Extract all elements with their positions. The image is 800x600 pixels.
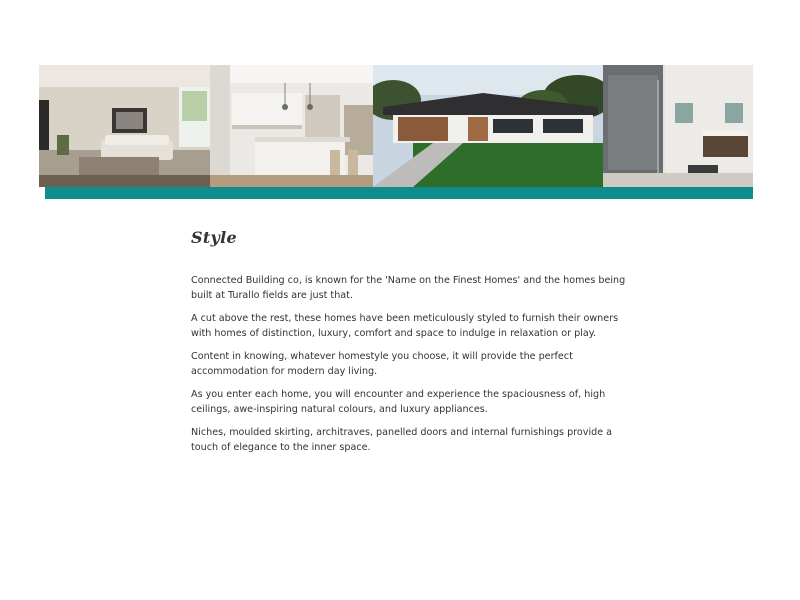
paragraph: Connected Building co, is known for the 'Name on the Finest Homes' and the homes being built at Turallo fields are just that. bbox=[191, 275, 626, 301]
bathroom-photo bbox=[603, 65, 753, 187]
style-section bbox=[191, 228, 631, 463]
photo-strip bbox=[39, 65, 753, 187]
section-heading: Style bbox=[191, 228, 237, 247]
living-room-photo bbox=[39, 65, 210, 187]
house-exterior-photo bbox=[373, 65, 603, 187]
paragraph: Niches, moulded skirting, architraves, panelled doors and internal furnishings provide a touch of elegance to the inner space. bbox=[191, 427, 613, 453]
paragraph: Content in knowing, whatever homestyle you choose, it will provide the perfect accommodation for modern day living. bbox=[191, 351, 573, 377]
accent-bar bbox=[45, 187, 753, 199]
kitchen-photo bbox=[210, 65, 373, 187]
paragraph: As you enter each home, you will encounter and experience the spaciousness of, high ceilings, awe-inspiring natural colours, and luxury appliances. bbox=[191, 389, 606, 415]
paragraph: A cut above the rest, these homes have been meticulously styled to furnish their owners with homes of distinction, luxury, comfort and space to indulge in relaxation or play. bbox=[191, 313, 619, 339]
